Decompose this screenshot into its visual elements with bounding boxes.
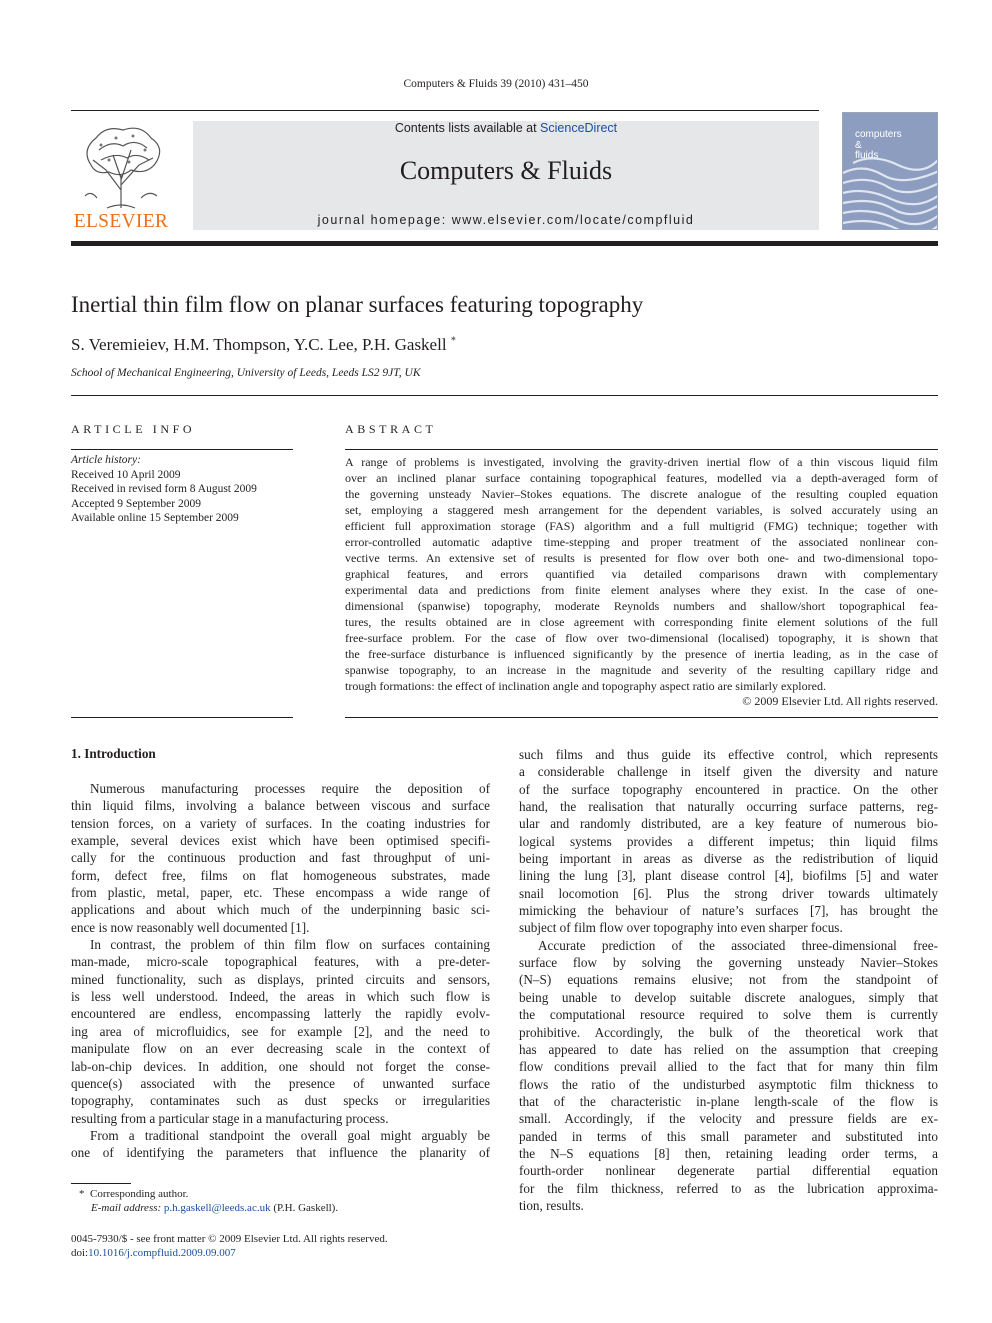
journal-name: Computers & Fluids <box>399 156 613 185</box>
article-title: Inertial thin film flow on planar surfaces featuring topography <box>71 292 644 317</box>
abstract-line: free-surface problem. For the case of flow over two-dimensional (localised) topography, it is shown that <box>345 631 938 645</box>
intro-right-line: has appeared to date has relied on the assumption that creeping <box>519 1041 938 1057</box>
intro-left-line: From a traditional standpoint the overall goal might arguably be <box>90 1127 490 1143</box>
abstract-line: tures, the results obtained are in close agreement with corresponding finite element solutions of the full <box>345 615 938 629</box>
history-received: Received 10 April 2009 <box>71 468 181 481</box>
intro-left-line: one of identifying the parameters that influence the planarity of <box>71 1145 490 1161</box>
bottom-meta <box>71 1232 388 1260</box>
intro-left-line: tension forces, on a variety of surfaces. In the coating industries for <box>71 815 490 831</box>
cover-title-bottom: fluids <box>855 150 879 161</box>
abstract-line: the governing unsteady Navier–Stokes equations. The discrete analogue of the resulting coupled equation <box>345 487 938 501</box>
doi-label: doi: <box>71 1247 89 1259</box>
corresponding-text: Corresponding author. <box>90 1188 189 1200</box>
intro-right-line: subject of film flow over topography into even sharper focus. <box>519 920 843 936</box>
intro-right-line: being important in areas as diverse as the redistribution of liquid <box>519 851 938 867</box>
top-rule <box>71 110 819 111</box>
corresponding-author-mark[interactable]: * <box>450 335 456 347</box>
intro-left-line: man-made, micro-scale topographical features, with a pre-deter- <box>71 954 490 970</box>
intro-right-column <box>519 746 938 1214</box>
intro-left-line: lab-on-chip devices. In addition, one should not forget the conse- <box>71 1058 490 1074</box>
intro-left-line: encountered are endless, encompassing latterly the rapidly evolv- <box>71 1006 490 1022</box>
abstract-heading: ABSTRACT <box>345 422 437 436</box>
running-head: Computers & Fluids 39 (2010) 431–450 <box>403 78 589 90</box>
corresponding-note <box>71 1187 338 1201</box>
affiliation: School of Mechanical Engineering, University of Leeds, Leeds LS2 9JT, UK <box>71 367 421 379</box>
footnote-rule <box>71 1183 131 1184</box>
intro-right-line: snail locomotion [6]. Plus the strong driver towards ultimately <box>519 885 938 901</box>
article-info-bottom-rule <box>71 717 293 718</box>
title-rule <box>71 395 938 396</box>
issn-line: 0045-7930/$ - see front matter © 2009 Elsevier Ltd. All rights reserved. <box>71 1233 388 1245</box>
abstract-line: graphical features, and errors quantified via detailed comparisons drawn with complementary <box>345 567 938 581</box>
cover-art <box>843 113 938 230</box>
intro-left-line: ence is now reasonably well documented [1]. <box>71 919 310 935</box>
history-online: Available online 15 September 2009 <box>71 512 239 524</box>
intro-left-line: topography, contaminates such as dust specks or irregularities <box>71 1093 490 1109</box>
intro-right-line: hand, the realisation that naturally occurring surface patterns, reg- <box>519 799 938 815</box>
intro-right-line: ular and randomly distributed, are a key feature of numerous bio- <box>519 816 938 832</box>
history-revised: Received in revised form 8 August 2009 <box>71 483 257 495</box>
intro-right-line: that of the characteristic in-plane length-scale of the flow is <box>519 1093 938 1109</box>
abstract-rule <box>345 449 938 450</box>
intro-right-line: flows the ratio of the undisturbed asymptotic film thickness to <box>519 1076 938 1092</box>
abstract-line: spanwise topography, to an increase in the magnitude and severity of the resulting capillary ridge and <box>345 663 938 677</box>
intro-left-line: applications and about which much of the underpinning basic sci- <box>71 902 490 918</box>
article-info-heading: ARTICLE INFO <box>71 422 196 436</box>
abstract-line: vective terms. An extensive set of results is presented for flow over both one- and two-dimensional topo- <box>345 551 938 565</box>
header-thick-rule <box>71 241 938 246</box>
intro-right-line: (N–S) equations remains elusive; not from the standpoint of <box>519 972 938 988</box>
intro-left-column <box>71 780 490 1162</box>
doi-link[interactable]: 10.1016/j.compfluid.2009.09.007 <box>88 1247 236 1259</box>
abstract-copyright: © 2009 Elsevier Ltd. All rights reserved. <box>742 694 938 708</box>
intro-right-line: being unable to develop suitable discrete analogues, simply that <box>519 989 938 1005</box>
intro-left-line: thin liquid films, involving a balance between viscous and surface <box>71 798 490 814</box>
intro-right-line: such films and thus guide its effective control, which represents <box>519 747 938 762</box>
intro-left-line: resulting from a particular stage in a manufacturing process. <box>71 1110 389 1126</box>
intro-right-line: the N–S equations [8] then, retaining leading order terms, a <box>519 1145 938 1161</box>
article-info-rule <box>71 449 293 450</box>
sciencedirect-link[interactable]: ScienceDirect <box>540 121 618 135</box>
cover-title-mid: & <box>855 140 862 151</box>
email-note <box>71 1201 338 1215</box>
intro-right-line: a considerable challenge in itself given the diversity and nature <box>519 764 938 780</box>
intro-right-line: flow conditions prevail allied to the fact that for many thin film <box>519 1059 938 1075</box>
abstract-line: error-controlled automatic adaptive time-stepping and proper treatment of the associated nonlinear con- <box>345 535 938 549</box>
intro-left-line: is less well understood. Indeed, the areas in which such flow is <box>71 989 490 1005</box>
abstract-body <box>345 454 938 694</box>
intro-heading: 1. Introduction <box>71 746 156 761</box>
intro-left-line: cally for the continuous production and fast throughput of uni- <box>71 850 490 866</box>
intro-right-line: surface flow by solving the governing unsteady Navier–Stokes <box>519 955 938 971</box>
intro-left-line: mined functionality, such as displays, printed circuits and sensors, <box>71 971 490 987</box>
footnote-mark: * <box>79 1188 85 1200</box>
intro-right-line: Accurate prediction of the associated three-dimensional free- <box>538 937 938 953</box>
contents-line <box>193 121 819 135</box>
history-label: Article history: <box>71 454 141 466</box>
journal-cover-image <box>842 112 938 230</box>
intro-left-line: Numerous manufacturing processes require the deposition of <box>90 781 490 796</box>
homepage-prefix: journal homepage: <box>317 213 452 227</box>
intro-right-line: panded in terms of this small parameter and substituted into <box>519 1128 938 1144</box>
abstract-line: over an inclined planar surface containing topographical features, modelled via a depth-averaged form of <box>345 471 938 485</box>
intro-right-line: fourth-order nonlinear degenerate partial differential equation <box>519 1163 938 1179</box>
author-list <box>71 335 456 355</box>
homepage-line <box>193 213 819 227</box>
history-accepted: Accepted 9 September 2009 <box>71 497 201 510</box>
abstract-line: set, employing a staggered mesh arrangement for the dependent variables, is solved accurately using an <box>345 503 938 517</box>
intro-left-line: form, defect free, films on flat homogeneous substrates, made <box>71 867 490 883</box>
intro-right-line: for the film thickness, referred to as the lubrication approxima- <box>519 1180 938 1196</box>
intro-right-line: lining the lung [3], plant disease control [4], biofilms [5] and water <box>519 868 938 884</box>
doi-line <box>71 1246 388 1260</box>
article-history <box>71 453 293 526</box>
email-suffix: (P.H. Gaskell). <box>270 1202 339 1214</box>
intro-left-line: example, several devices exist which have been optimised specifi- <box>71 833 490 849</box>
intro-right-line: logical systems provides a different impetus; thin liquid films <box>519 833 938 849</box>
intro-left-line: quence(s) associated with the presence of unwanted surface <box>71 1075 490 1091</box>
intro-right-line: tion, results. <box>519 1197 584 1213</box>
authors-text: S. Veremieiev, H.M. Thompson, Y.C. Lee, P.H. Gaskell <box>71 335 447 354</box>
abstract-line: A range of problems is investigated, involving the gravity-driven inertial flow of a thin viscous liquid film <box>345 455 938 469</box>
intro-right-line: of the surface topography encountered in practice. On the other <box>519 781 938 797</box>
contents-prefix: Contents lists available at <box>394 121 541 135</box>
intro-right-line: mimicking the behaviour of nature’s surfaces [7], has brought the <box>519 903 938 919</box>
email-label: E-mail address: <box>91 1202 164 1214</box>
abstract-line: trough formations: the effect of inclination angle and topography aspect ratio are similarly explored. <box>345 679 826 693</box>
intro-right-line: small. Accordingly, if the velocity and pressure fields are ex- <box>519 1111 938 1127</box>
footnote <box>71 1187 338 1215</box>
intro-right-line: the computational resource required to solve them is currently <box>519 1007 938 1023</box>
homepage-url[interactable]: www.elsevier.com/locate/compfluid <box>451 213 695 227</box>
abstract-line: efficient full approximation storage (FAS) algorithm and a full multigrid (FMG) technique; together with <box>345 519 938 533</box>
intro-left-line: In contrast, the problem of thin film flow on surfaces containing <box>90 937 490 953</box>
email-link[interactable]: p.h.gaskell@leeds.ac.uk <box>163 1202 271 1214</box>
abstract-line: the free-surface disturbance is influenced significantly by the presence of inertia leading, as in the case of <box>345 647 938 661</box>
abstract-line: experimental data and predictions from finite element analyses where they exist. In the case of one- <box>345 583 938 597</box>
intro-left-line: ing area of microfluidics, see for example [2], and the need to <box>71 1023 490 1039</box>
abstract-bottom-rule <box>345 717 938 718</box>
intro-right-line: prohibitive. Accordingly, the bulk of the theoretical work that <box>519 1024 938 1040</box>
abstract-line: dimensional (spanwise) topography, moderate Reynolds numbers and shallow/short topographical fea- <box>345 599 938 613</box>
cover-title-top: computers <box>855 129 902 140</box>
intro-left-line: manipulate flow on an ever decreasing scale in the context of <box>71 1041 490 1057</box>
elsevier-wordmark: ELSEVIER <box>73 211 169 232</box>
intro-left-line: from plastic, metal, paper, etc. These encompass a wide range of <box>71 885 490 901</box>
